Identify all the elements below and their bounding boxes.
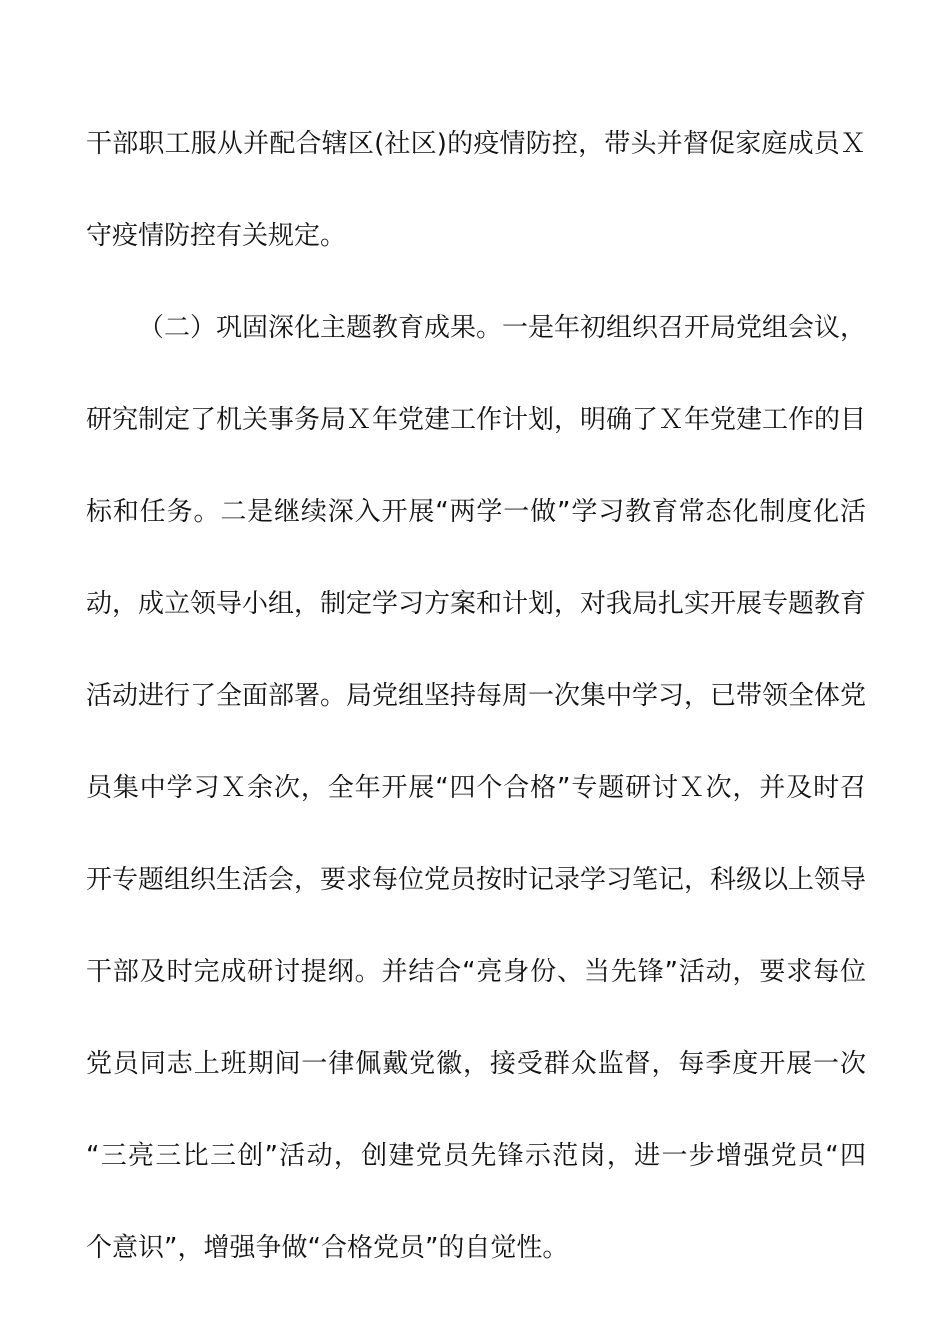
text-line-9: 开专题组织生活会，要求每位党员按时记录学习笔记，科级以上领导 [86, 865, 867, 895]
text-line-4: 研究制定了机关事务局Ｘ年党建工作计划，明确了Ｘ年党建工作的目 [86, 405, 867, 435]
text-line-8: 员集中学习Ｘ余次，全年开展“四个合格”专题研讨Ｘ次，并及时召 [86, 773, 866, 803]
text-line-1: 干部职工服从并配合辖区(社区)的疫情防控，带头并督促家庭成员Ｘ [86, 129, 866, 159]
text-line-7: 活动进行了全面部署。局党组坚持每周一次集中学习，已带领全体党 [86, 681, 867, 711]
text-line-6: 动，成立领导小组，制定学习方案和计划，对我局扎实开展专题教育 [86, 589, 867, 619]
text-line-5: 标和任务。二是继续深入开展“两学一做”学习教育常态化制度化活 [86, 497, 866, 527]
text-line-2: 守疫情防控有关规定。 [86, 221, 347, 251]
text-line-10: 干部及时完成研讨提纲。并结合“亮身份、当先锋”活动，要求每位 [86, 957, 866, 987]
text-line-13: 个意识”，增强争做“合格党员”的自觉性。 [86, 1233, 569, 1263]
text-line-12: “三亮三比三创”活动，创建党员先锋示范岗，进一步增强党员“四 [86, 1141, 866, 1171]
text-line-11: 党员同志上班期间一律佩戴党徽，接受群众监督，每季度开展一次 [86, 1049, 866, 1079]
text-line-3-indented: （二）巩固深化主题教育成果。一是年初组织召开局党组会议， [138, 313, 867, 343]
